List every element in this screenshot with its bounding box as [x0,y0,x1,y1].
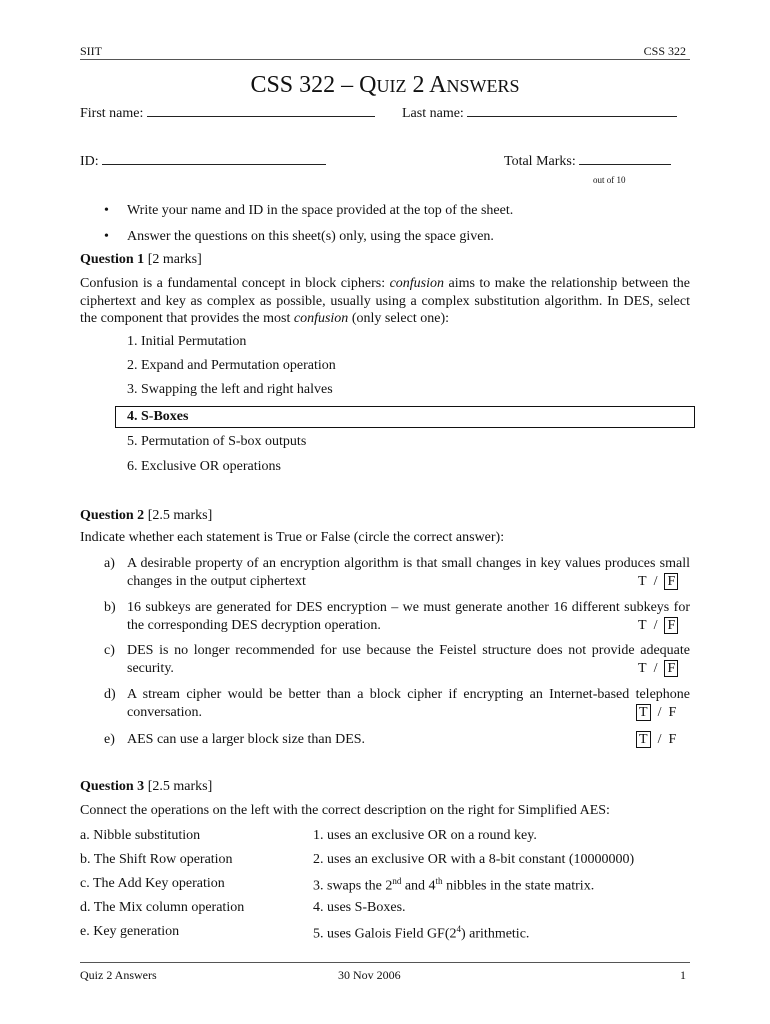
q3-heading: Question 3 [2.5 marks] [80,779,213,794]
q2-item-d: d) A stream cipher would be better than a block cipher if encrypting an Internet-based telephone conversation. [104,687,690,720]
header-left: SIIT [80,44,102,58]
q1-option-selected[interactable]: 4. S-Boxes [127,409,189,424]
tf-choice-e[interactable]: T / F [636,731,676,748]
first-name-label: First name: [80,106,144,121]
q3-left-item: b. The Shift Row operation [80,852,233,867]
q3-right-item: 3. swaps the 2nd and 4th nibbles in the state matrix. [313,876,595,894]
q1-text: Confusion is a fundamental concept in block ciphers: confusion aims to make the relationship between the ciphertext and key as complex as possible, usually using a complex substitution algorithm. In DES, select the component that provides the most confusion (only select one): [80,276,690,326]
q2-item-e: e) AES can use a larger block size than DES. [104,732,366,747]
q1-option[interactable]: 3. Swapping the left and right halves [127,382,333,397]
q1-option[interactable]: 6. Exclusive OR operations [127,459,281,474]
id-field[interactable] [80,152,326,170]
q3-right-item: 4. uses S-Boxes. [313,900,406,915]
id-blank[interactable] [102,152,326,165]
last-name-label: Last name: [402,106,464,121]
tf-choice-a[interactable]: T / F [638,573,678,590]
q2-intro: Indicate whether each statement is True or False (circle the correct answer): [80,530,505,545]
bullet-icon: • [104,203,109,218]
instruction-item: Answer the questions on this sheet(s) only, using the space given. [127,229,494,244]
q1-option[interactable]: 2. Expand and Permutation operation [127,358,336,373]
instruction-item: Write your name and ID in the space provided at the top of the sheet. [127,203,514,218]
first-name-field[interactable] [80,104,375,122]
footer-date: 30 Nov 2006 [338,968,401,982]
id-label: ID: [80,154,99,169]
q2-item-b: b) 16 subkeys are generated for DES encryption – we must generate another 16 different subkeys for the corresponding DES decryption operation. [104,600,690,633]
q3-left-item: a. Nibble substitution [80,828,201,843]
header-rule [80,59,690,60]
q1-option[interactable]: 1. Initial Permutation [127,334,247,349]
q1-heading: Question 1 [2 marks] [80,252,202,267]
tf-choice-d[interactable]: T / F [636,704,676,721]
q3-intro: Connect the operations on the left with the correct description on the right for Simplified AES: [80,803,610,818]
header-right: CSS 322 [643,44,686,58]
q3-left-item: e. Key generation [80,924,180,939]
out-of-note: out of 10 [593,175,626,185]
selected-answer-box [115,406,695,428]
q3-left-item: d. The Mix column operation [80,900,245,915]
total-marks-label: Total Marks: [504,154,576,169]
tf-choice-b[interactable]: T / F [638,617,678,634]
total-marks-field[interactable] [504,152,671,170]
footer-rule [80,962,690,963]
bullet-icon: • [104,229,109,244]
footer-left: Quiz 2 Answers [80,968,157,982]
q3-right-item: 5. uses Galois Field $GF(2^4)$ arithmetic. [313,924,530,942]
q2-item-c: c) DES is no longer recommended for use because the Feistel structure does not provide adequate security. [104,643,690,676]
q3-left-item: c. The Add Key operation [80,876,225,891]
page-title: CSS 322 – QUIZ 2 ANSWERS [250,72,520,98]
q2-heading: Question 2 [2.5 marks] [80,508,213,523]
total-marks-blank[interactable] [579,152,671,165]
q2-item-a: a) A desirable property of an encryption algorithm is that small changes in key values produces small changes in the output ciphertext [104,556,690,589]
tf-choice-c[interactable]: T / F [638,660,678,677]
last-name-field[interactable] [402,104,677,122]
q3-right-item: 1. uses an exclusive OR on a round key. [313,828,537,843]
first-name-blank[interactable] [147,104,375,117]
q1-option[interactable]: 5. Permutation of S-box outputs [127,434,307,449]
last-name-blank[interactable] [467,104,677,117]
q3-right-item: 2. uses an exclusive OR with a 8-bit constant (10000000) [313,852,635,867]
page-number: 1 [680,968,686,982]
